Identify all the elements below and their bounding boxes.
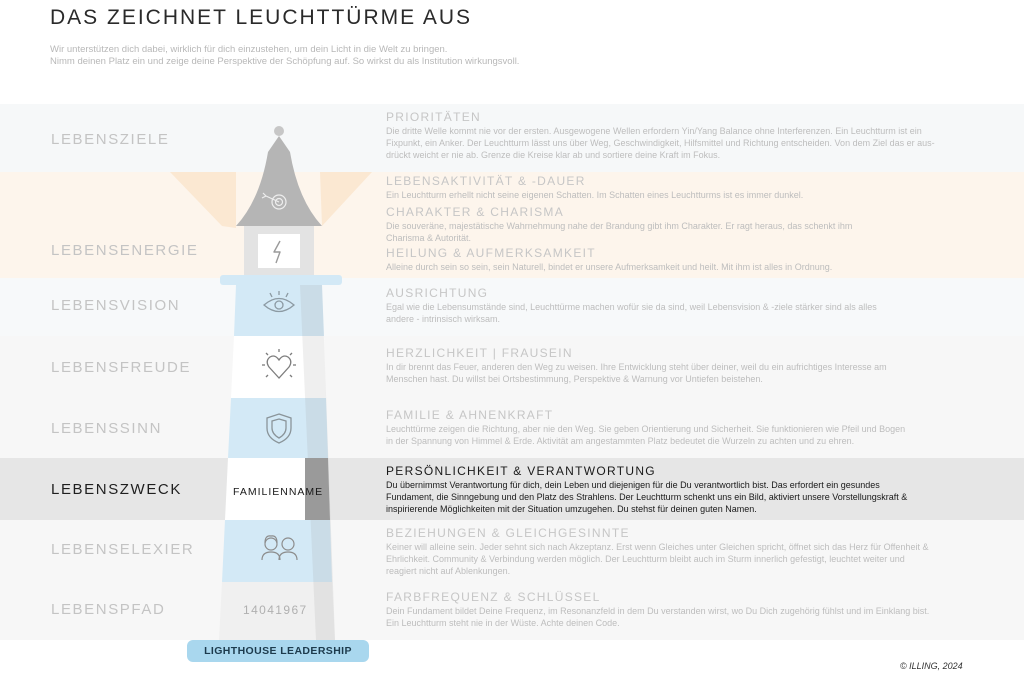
description-text: Dein Fundament bildet Deine Frequenz, im Resonanzfeld in dem Du verstanden wirst, wo Du Dich zugehörig fühlst und im Einklang bist. Ein Leuchtturm steht nie in der Wüste. Achte deinen Code. [386, 606, 930, 628]
description-block-ausrichtung [386, 286, 1006, 325]
spire-ball [274, 126, 284, 136]
page-title: DAS ZEICHNET LEUCHTTÜRME AUS [50, 6, 472, 29]
lighthouse-leadership-badge: LIGHTHOUSE LEADERSHIP [187, 640, 369, 662]
description-block-heilung [386, 246, 1006, 273]
level-label-lebenssinn: LEBENSSINN [51, 420, 163, 437]
level-label-lebensvision: LEBENSVISION [51, 297, 181, 314]
description-heading: PERSÖNLICHKEIT & VERANTWORTUNG [386, 464, 656, 478]
familienname-text: FAMILIENNAME [233, 486, 324, 498]
description-text: Die souveräne, majestätische Wahrnehmung nahe der Brandung gibt ihm Charakter. Er ragt heraus, das schenkt ihm Charisma & Autorität. [386, 221, 853, 243]
description-heading: FARBFREQUENZ & SCHLÜSSEL [386, 590, 601, 604]
description-block-herzlichkeit [386, 346, 1006, 385]
description-heading: PRIORITÄTEN [386, 110, 481, 124]
description-text: Alleine durch sein so sein, sein Naturell, bindet er unsere Aufmerksamkeit und heilt. Mit ihm ist alles in Ordnung. [386, 262, 833, 272]
light-beam-left [170, 172, 236, 228]
copyright-text: © ILLING, 2024 [900, 661, 963, 671]
description-heading: BEZIEHUNGEN & GLEICHGESINNTE [386, 526, 630, 540]
light-beam-right [320, 172, 372, 226]
description-block-prioritaeten [386, 110, 1006, 161]
description-heading: FAMILIE & AHNENKRAFT [386, 408, 554, 422]
description-text: Keiner will alleine sein. Jeder sehnt sich nach Akzeptanz. Erst wenn Gleiches unter Gleichen spricht, öffnet sich das Herz für Offenheit & Ehrlichkeit. Community & Verbindung werden möglich. Der Leuchtturm bleibt auch im Sturm innerlich gefestigt, leuchtet weiter und reagiert nicht auf Ablenkungen. [386, 542, 929, 576]
description-block-charakter [386, 205, 1006, 244]
level-label-lebenselexier: LEBENSELEXIER [51, 541, 195, 558]
birthdate-text: 14041967 [243, 603, 308, 617]
description-heading: CHARAKTER & CHARISMA [386, 205, 565, 219]
description-text: Ein Leuchtturm erhellt nicht seine eigenen Schatten. Im Schatten eines Leuchtturms ist es immer dunkel. [386, 190, 804, 200]
description-heading: HEILUNG & AUFMERKSAMKEIT [386, 246, 596, 260]
lighthouse-gallery [220, 275, 342, 285]
subtitle-line-2: Nimm deinen Platz ein und zeige deine Perspektive der Schöpfung auf. So wirkst du als Institution wirkungsvoll. [50, 56, 520, 67]
description-text: Die dritte Welle kommt nie vor der ersten. Ausgewogene Wellen erfordern Yin/Yang Balance ohne Interferenzen. Ein Leuchtturm ist ein Fixpunkt, ein Anker. Der Leuchtturm lässt uns über Weg, Geschwindigkeit, Hilfsmittel und Richtung entscheiden. Von dem Ziel das er aus- drückt weicht er nie ab. Grenze die Kreise klar ab und sortiere deine Kraft im Fokus. [386, 126, 935, 160]
level-label-lebensfreude: LEBENSFREUDE [51, 359, 192, 376]
description-text: Du übernimmst Verantwortung für dich, dein Leben und diejenigen für die Du verantwortlich bist. Das erfordert ein gesundes Fundament, die Sinngebung und den Platz des Strahlens. Der Leuchtturm schenkt uns ein Bild, aktiviert unsere Vorstellungskraft & inspirierende Möglichkeiten mit der Situation umzugehen. Du stehst für deinen guten Namen. [386, 480, 908, 514]
description-heading: AUSRICHTUNG [386, 286, 489, 300]
description-block-persoenlichkeit [386, 464, 1006, 515]
lantern-window [258, 234, 300, 268]
description-block-farbfrequenz [386, 590, 1006, 629]
level-label-lebenszweck: LEBENSZWECK [51, 481, 182, 498]
level-label-lebensenergie: LEBENSENERGIE [51, 242, 199, 259]
level-label-lebenspfad: LEBENSPFAD [51, 601, 166, 618]
description-text: Egal wie die Lebensumstände sind, Leuchttürme machen wofür sie da sind, weil Lebensvision & -ziele stärker sind als alles andere - intrinsisch wirksam. [386, 302, 877, 324]
level-label-lebensziele: LEBENSZIELE [51, 131, 170, 148]
description-text: In dir brennt das Feuer, anderen den Weg zu weisen. Ihre Entwicklung steht über deiner, weil du ein aufrichtiges Interesse am Menschen hast. Du willst bei Ortsbestimmung, Perspektive & Warnung vor Untiefen beistehen. [386, 362, 887, 384]
subtitle-line-1: Wir unterstützen dich dabei, wirklich für dich einzustehen, um dein Licht in die Welt zu bringen. [50, 44, 448, 55]
lighthouse-roof [236, 136, 322, 226]
description-heading: HERZLICHKEIT | FRAUSEIN [386, 346, 573, 360]
description-text: Leuchttürme zeigen die Richtung, aber nie den Weg. Sie geben Orientierung und Sicherheit. Sie funktionieren wie Pfeil und Bogen in der Spannung von Himmel & Erde. Aktivität am angestammten Platz bedeutet die Wurzeln zu achten und zu ehren. [386, 424, 906, 446]
description-block-familie [386, 408, 1006, 447]
description-block-beziehungen [386, 526, 1006, 577]
description-block-lebensaktivitaet [386, 174, 1006, 201]
description-heading: LEBENSAKTIVITÄT & -DAUER [386, 174, 586, 188]
